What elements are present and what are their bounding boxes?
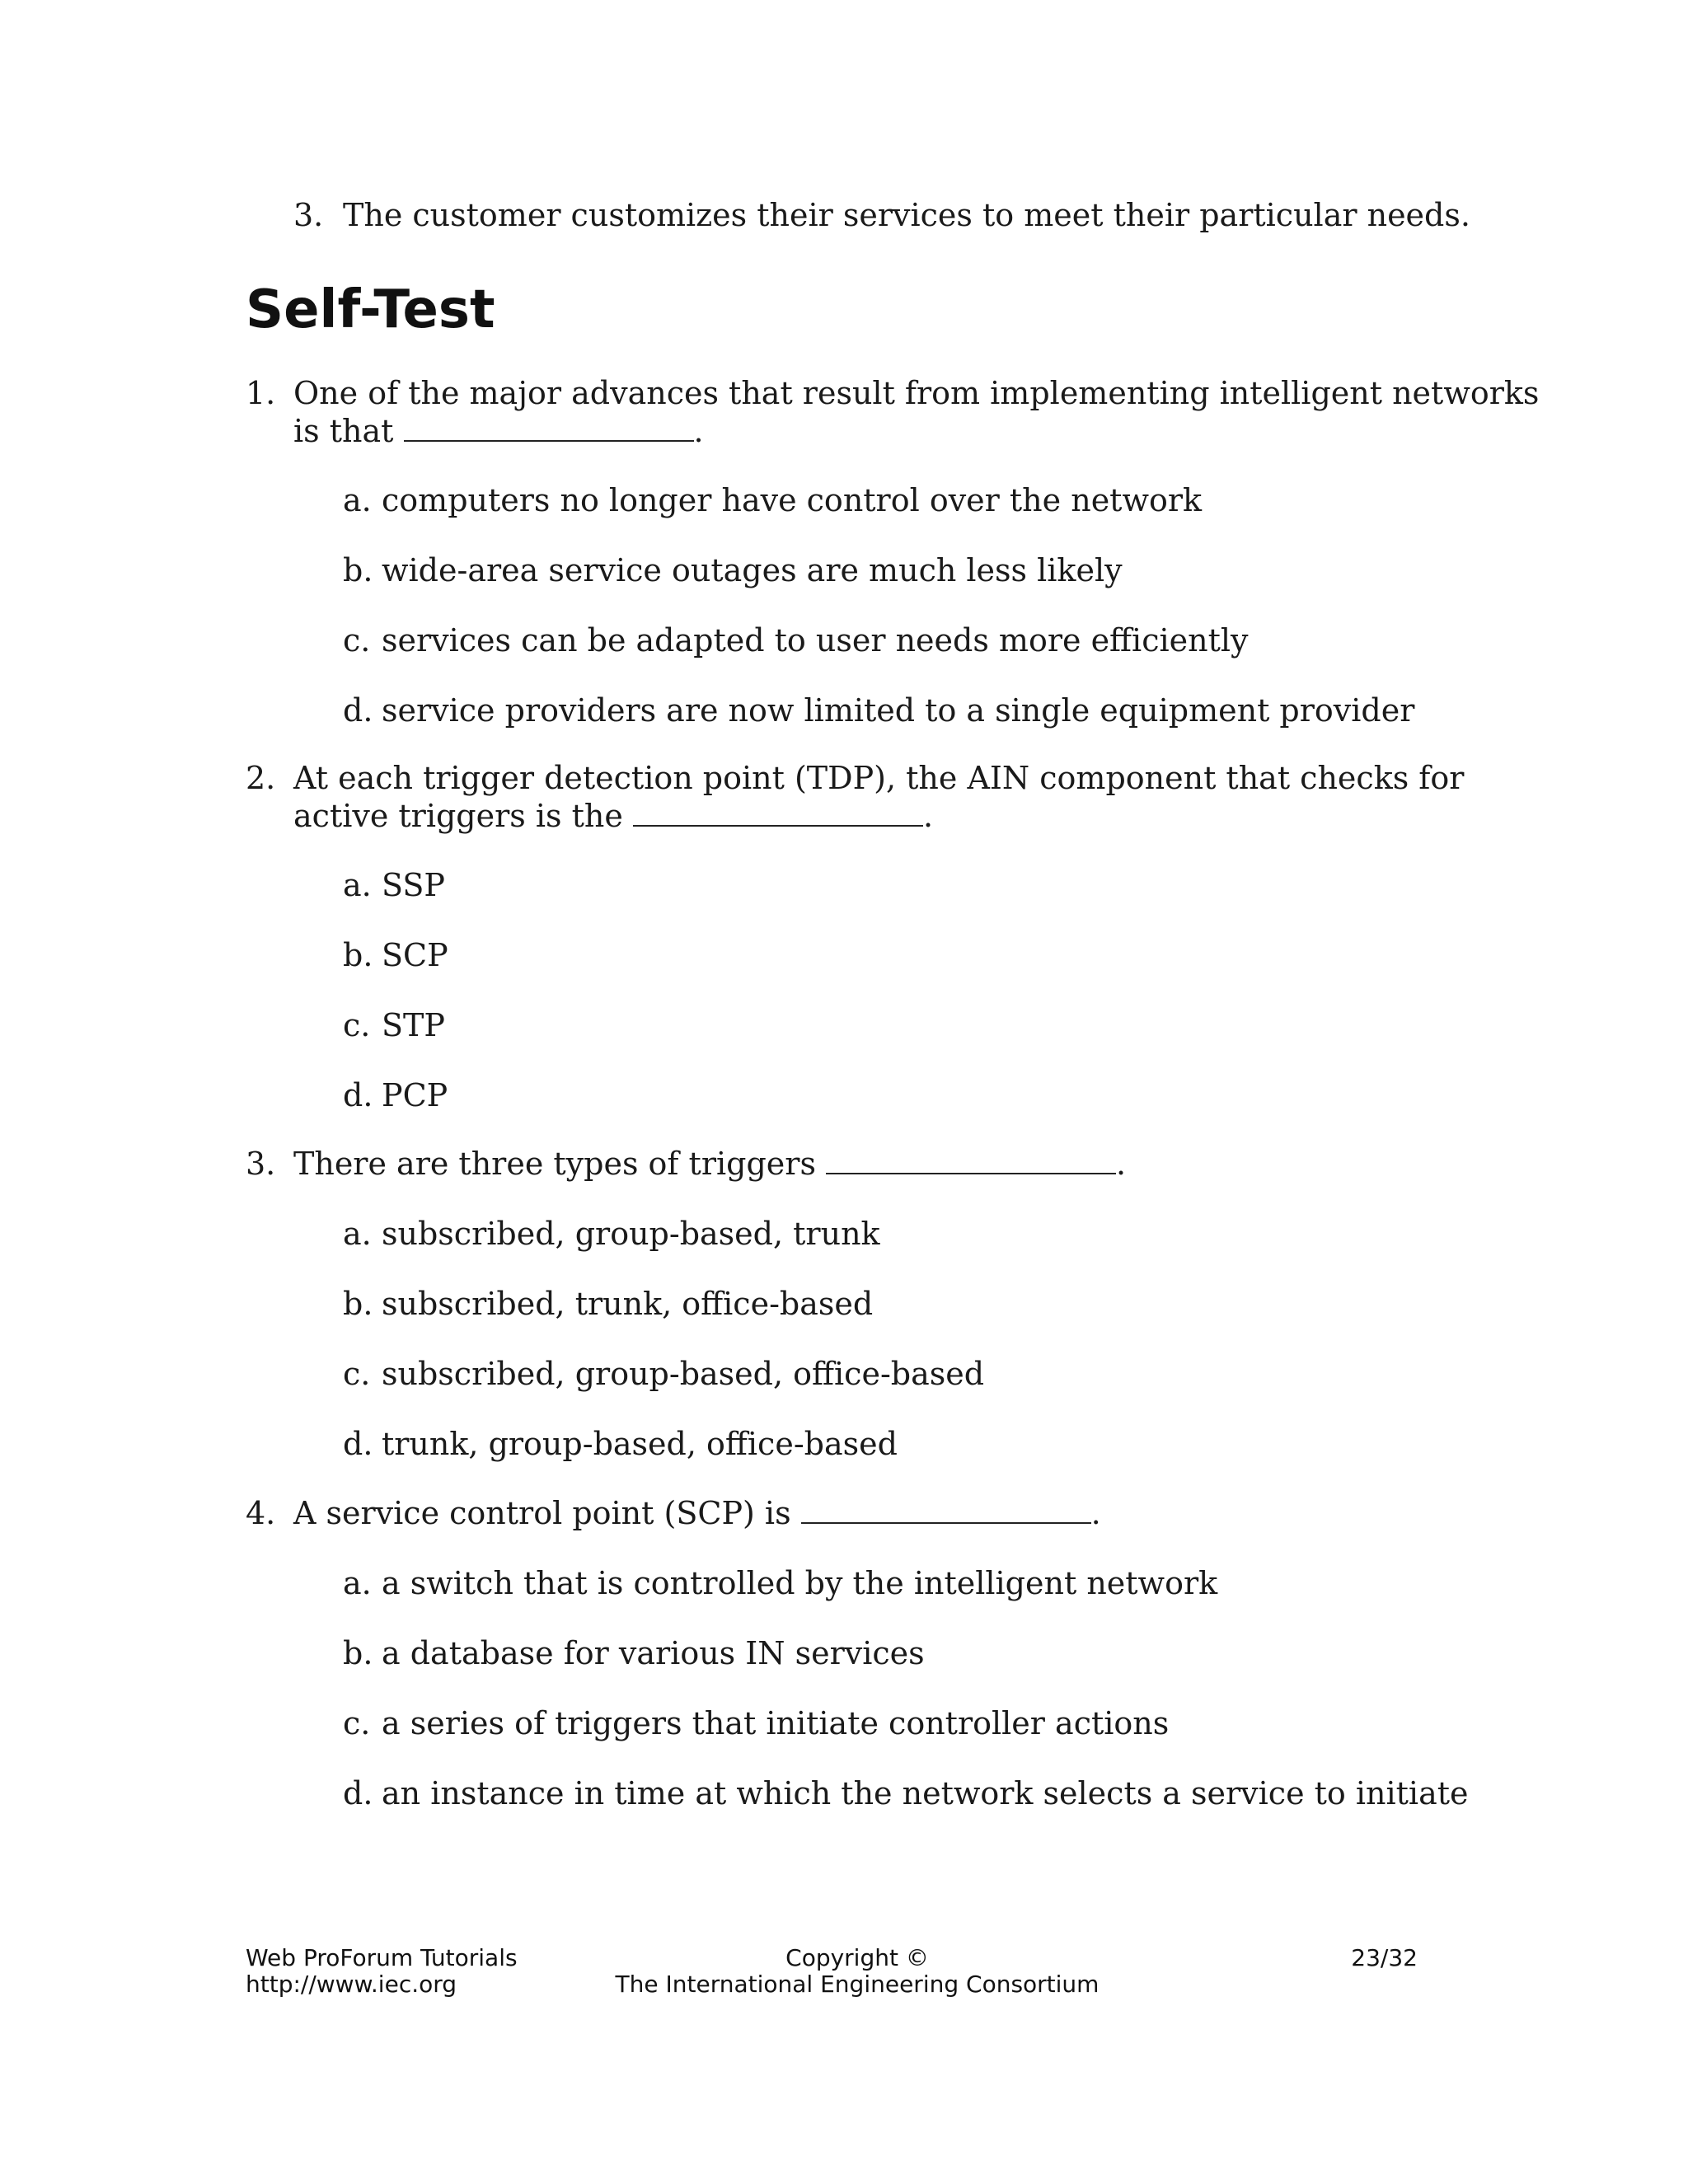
option-letter: c. [343, 622, 371, 658]
question-1-suffix: . [693, 413, 704, 449]
option-letter: a. [343, 482, 372, 518]
option-text: trunk, group-based, office-based [382, 1426, 898, 1462]
question-3-suffix: . [1116, 1146, 1127, 1182]
answer-blank [826, 1148, 1116, 1174]
option-text: service providers are now limited to a single equipment provider [382, 692, 1415, 729]
page-title: Self-Test [246, 279, 495, 340]
option-letter: d. [343, 692, 373, 729]
option-letter: c. [343, 1356, 371, 1392]
answer-blank [633, 800, 923, 827]
option-text: SCP [382, 937, 448, 973]
option-text: services can be adapted to user needs more efficiently [382, 622, 1249, 658]
question-2-suffix: . [922, 798, 934, 834]
question-3-prefix: There are three types of triggers [293, 1146, 816, 1182]
footer-organization: The International Engineering Consortium [615, 1971, 1100, 1998]
option-text: STP [382, 1007, 445, 1043]
option-letter: a. [343, 1565, 372, 1601]
option-letter: b. [343, 937, 373, 973]
question-3-line1 [293, 1145, 1126, 1183]
option-letter: d. [343, 1426, 373, 1462]
page-number: 23/32 [1351, 1944, 1418, 1971]
footer-left-line1: Web ProForum Tutorials [246, 1944, 518, 1971]
question-4-suffix: . [1090, 1495, 1101, 1531]
option-text: a series of triggers that initiate controller actions [382, 1705, 1170, 1741]
option-letter: c. [343, 1705, 371, 1741]
option-letter: a. [343, 867, 372, 903]
option-letter: b. [343, 552, 373, 588]
option-text: PCP [382, 1077, 448, 1113]
question-1-line2 [293, 412, 704, 450]
option-text: an instance in time at which the network selects a service to initiate [382, 1775, 1469, 1811]
question-2-line1: At each trigger detection point (TDP), the AIN component that checks for [293, 760, 1465, 796]
option-letter: a. [343, 1216, 372, 1252]
question-1-prefix: is that [293, 413, 394, 449]
option-letter: b. [343, 1286, 373, 1322]
option-text: computers no longer have control over the network [382, 482, 1203, 518]
intro-item-number: 3. [293, 197, 324, 233]
question-3-number: 3. [246, 1146, 276, 1182]
option-text: subscribed, group-based, office-based [382, 1356, 985, 1392]
option-letter: c. [343, 1007, 371, 1043]
footer-copyright: Copyright © [785, 1944, 929, 1971]
question-2-prefix: active triggers is the [293, 798, 623, 834]
question-4-number: 4. [246, 1495, 276, 1531]
option-text: a switch that is controlled by the intelligent network [382, 1565, 1218, 1601]
question-2-line2 [293, 797, 933, 835]
option-letter: b. [343, 1635, 373, 1671]
footer-left-line2: http://www.iec.org [246, 1971, 457, 1998]
question-4-prefix: A service control point (SCP) is [293, 1495, 791, 1531]
question-1-line1: One of the major advances that result from implementing intelligent networks [293, 375, 1540, 411]
option-text: subscribed, group-based, trunk [382, 1216, 880, 1252]
option-text: subscribed, trunk, office-based [382, 1286, 874, 1322]
answer-blank [404, 415, 694, 442]
intro-item-text: The customer customizes their services to meet their particular needs. [343, 197, 1470, 233]
question-2-number: 2. [246, 760, 276, 796]
option-text: a database for various IN services [382, 1635, 925, 1671]
option-text: wide-area service outages are much less likely [382, 552, 1123, 588]
option-letter: d. [343, 1775, 373, 1811]
option-text: SSP [382, 867, 445, 903]
option-letter: d. [343, 1077, 373, 1113]
question-1-number: 1. [246, 375, 276, 411]
question-4-line1 [293, 1494, 1101, 1532]
answer-blank [801, 1497, 1091, 1524]
